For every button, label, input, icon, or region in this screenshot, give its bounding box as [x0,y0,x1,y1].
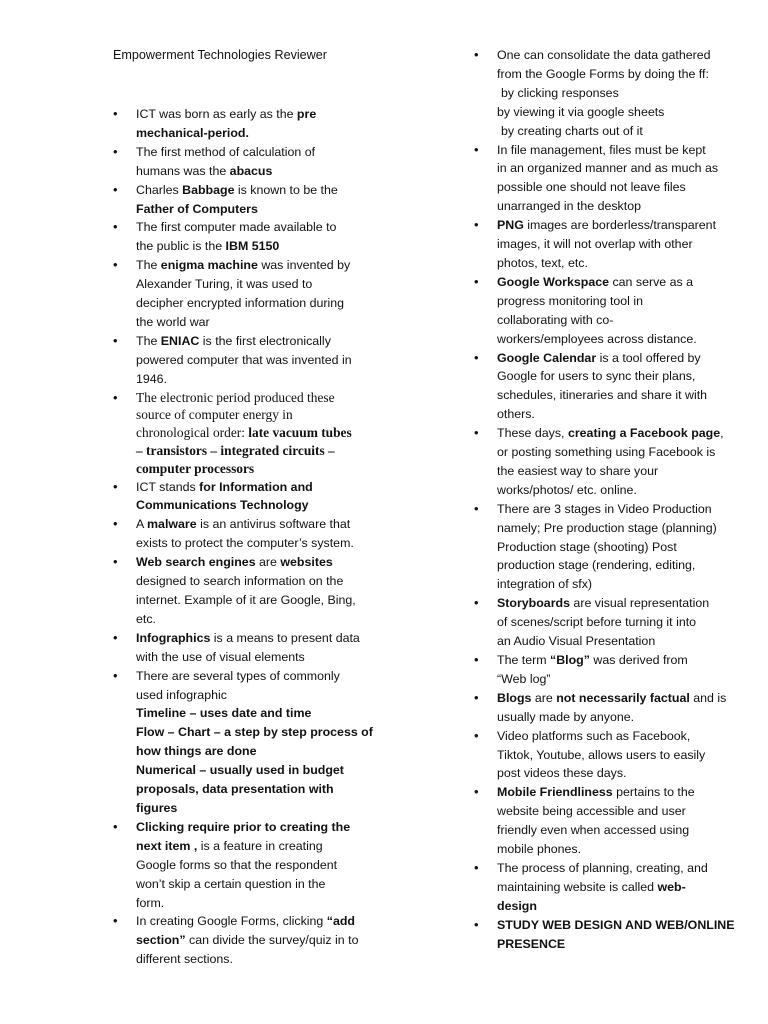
bullet-line [497,311,724,330]
bold-text: proposals, data presentation with [136,782,334,797]
bullet-line [136,406,365,424]
bullet-line [497,65,724,84]
bullet-line [136,162,365,181]
bullet-line [136,818,365,837]
text: unarranged in the desktop [497,199,641,214]
bullet-item [113,667,373,818]
left-column-bullet-list [113,105,373,969]
bold-text: websites [280,555,333,570]
bullet-line [136,591,365,610]
bullet-line [136,181,365,200]
bullet-item [474,273,724,349]
text: A [136,517,148,532]
bold-text: abacus [229,163,273,178]
bullet-item [474,216,724,273]
text: schedules, itineraries and share it with [497,388,708,403]
text: by viewing it via google sheets [497,104,665,119]
text: others. [497,407,535,422]
bullet-item [474,651,724,689]
bold-text: pre [296,107,317,121]
bold-text: Google Calendar [497,350,597,365]
bullet-line [497,935,724,954]
bold-text: Storyboards [497,596,570,611]
bullet-item [474,46,724,141]
bullet-line [136,704,365,723]
text: are visual representation [569,596,710,611]
bold-text: – transistors – integrated circuits – [136,442,335,458]
bullet-line [136,875,365,894]
bold-text: Communications Technology [136,498,309,513]
bullet-item [474,349,724,425]
bullet-line [497,556,724,575]
bullet-line [497,367,724,386]
right-column-bullet-list [474,46,735,954]
bullet-line [136,837,365,856]
bullet-line [497,103,724,122]
bullet-line [136,534,365,553]
text: humans was the [136,163,230,178]
bullet-line [136,610,365,629]
bold-text: Numerical – usually used in budget [136,763,344,778]
bullet-line [136,496,365,515]
bullet-item [113,912,365,969]
text: production stage (rendering, editing, [497,558,696,573]
text: is a feature in creating [197,838,323,853]
bullet-line [497,254,724,273]
bullet-line [497,330,724,349]
text: The electronic period produced these [136,389,335,405]
text: Production stage (shooting) Post [497,539,677,554]
text: is known to be the [234,182,338,197]
text: an Audio Visual Presentation [497,634,656,649]
bold-text: for Information and [199,479,313,494]
text: The first computer made available to [136,220,337,235]
text: is a tool offered by [596,350,701,365]
bullet-line [136,856,365,875]
bullet-line [136,553,365,572]
text: progress monitoring tool in [497,293,644,308]
bold-text: section” [136,933,186,948]
bold-text: Clicking require prior to creating the [136,819,351,834]
text: ICT was born as early as the [136,107,297,121]
text: friendly even when accessed using [497,823,690,838]
bullet-line [497,349,724,368]
bullet-line [497,519,724,538]
text: with the use of visual elements [136,649,305,664]
bullet-line [497,670,724,689]
text: source of computer energy in [136,407,293,423]
bullet-line [136,313,365,332]
bullet-line [136,931,365,950]
text: was derived from [589,653,688,667]
text: designed to search information on the [136,574,344,589]
bullet-item [474,500,724,595]
text: The first method of calculation of [136,144,316,159]
bullet-item [113,553,365,629]
bullet-line [136,218,365,237]
text: website being accessible and user [497,804,686,819]
bold-text: PNG [497,218,524,233]
bullet-line [497,746,724,765]
bold-text: Father of Computers [136,201,258,216]
text: by creating charts out of it [501,123,643,138]
bullet-line [497,46,724,65]
bullet-line [497,216,724,235]
bullet-line [497,651,724,670]
bullet-item [113,256,365,332]
bullet-line [136,780,365,799]
bullet-line [136,478,365,497]
bullet-line [497,802,724,821]
text: There are several types of commonly [136,668,340,683]
text: of scenes/script before turning it into [497,615,697,630]
bullet-line [136,515,365,534]
text: is a means to present data [210,630,360,645]
bold-text: Mobile Friendliness [497,785,613,800]
bold-text: IBM 5150 [225,239,280,254]
text: Charles [136,182,183,197]
bullet-line [136,105,365,124]
bold-text: next item , [136,838,198,853]
bullet-line [497,405,724,424]
bold-text: Infographics [136,630,211,645]
bullet-line [136,275,365,294]
bold-text: Blogs [497,690,532,705]
text: possible one should not leave files [497,180,686,195]
bold-text: late vacuum tubes [248,425,352,441]
text: In creating Google Forms, clicking [136,914,327,929]
bullet-line [136,742,365,761]
bullet-line [497,141,724,160]
bullet-line [136,799,365,818]
bold-text: computer processors [136,460,255,476]
bullet-line [497,538,724,557]
bullet-line [136,667,365,686]
text: used infographic [136,687,227,702]
bullet-line [136,424,365,442]
text: The process of planning, creating, and [497,860,708,875]
bullet-line [497,840,724,859]
bullet-item [474,727,724,784]
bullet-line [497,159,724,178]
text: the world war [136,314,210,329]
bullet-line [497,727,724,746]
text: Tiktok, Youtube, allows users to easily [497,747,706,762]
bold-text: creating a Facebook page [567,426,721,441]
bullet-line [497,197,724,216]
text: powered computer that was invented in [136,352,352,367]
bullet-item [113,105,365,143]
bullet-line [497,878,724,897]
text: Google for users to sync their plans, [497,369,696,384]
bullet-item [474,689,727,727]
bullet-line [136,200,365,219]
bold-text: figures [136,800,178,815]
text: exists to protect the computer’s system. [136,536,354,551]
text: the public is the [136,239,226,254]
text: the easiest way to share your [497,463,659,478]
bullet-line [136,389,365,407]
text: integration of sfx) [497,577,593,592]
text: is an antivirus software that [196,517,351,532]
bullet-line [497,235,724,254]
bullet-line [497,178,724,197]
bullet-line [136,686,365,705]
bullet-line [497,84,724,103]
text: works/photos/ etc. online. [497,482,637,497]
bold-text: Babbage [182,182,235,197]
bullet-line [497,708,724,727]
bullet-item [474,594,724,651]
text: was invented by [257,258,351,273]
bullet-line [497,897,724,916]
text: images are borderless/transparent [523,218,717,233]
text: , [720,426,724,441]
bold-text: STUDY WEB DESIGN AND WEB/ONLINE [497,917,735,932]
bullet-item [474,916,735,954]
text: can serve as a [609,274,694,289]
text: by clicking responses [501,85,619,100]
bold-text: ENIAC [160,333,200,348]
bullet-line [497,386,724,405]
bullet-line [136,723,373,742]
bullet-line [136,124,365,143]
text: These days, [497,426,568,441]
bold-text: malware [147,517,197,532]
bold-text: web- [657,879,686,894]
bold-text: mechanical-period. [136,125,249,140]
bold-text: not necessarily factual [556,690,690,705]
text: namely; Pre production stage (planning) [497,520,717,535]
text: is the first electronically [199,333,331,348]
bold-text: Flow – Chart – a step by step process of [136,725,373,740]
bold-text: “add [326,914,355,929]
text: different sections. [136,952,233,967]
text: collaborating with co- [497,312,614,327]
bullet-line [497,821,724,840]
bullet-line [136,912,365,931]
text: ICT stands [136,479,200,494]
bullet-item [474,783,724,859]
bold-text: design [497,898,537,913]
bold-text: Google Workspace [497,274,610,289]
text: maintaining website is called [497,879,658,894]
bullet-line [497,122,724,141]
text: internet. Example of it are Google, Bing, [136,593,356,608]
bullet-line [136,237,365,256]
bullet-line [497,462,724,481]
bullet-item [113,515,365,553]
bullet-line [497,916,735,935]
text: can divide the survey/quiz in to [185,933,359,948]
bullet-line [497,689,727,708]
text: are [531,690,557,705]
bullet-line [497,292,724,311]
bold-text: PRESENCE [497,936,566,951]
text: post videos these days. [497,766,627,781]
text: photos, text, etc. [497,255,588,270]
text: mobile phones. [497,842,582,857]
text: The [136,333,161,348]
text: 1946. [136,371,168,386]
bullet-line [497,500,724,519]
bullet-line [136,950,365,969]
text: There are 3 stages in Video Production [497,501,712,516]
bullet-line [497,575,724,594]
bullet-item [113,181,365,219]
bold-text: Web search engines [136,555,256,570]
bullet-line [136,460,365,478]
bullet-line [136,629,365,648]
bullet-item [474,424,724,500]
bullet-line [497,783,724,802]
bold-text: Timeline – uses date and time [136,706,312,721]
text: form. [136,895,165,910]
bullet-line [136,370,365,389]
text: decipher encrypted information during [136,296,345,311]
bullet-line [497,273,724,292]
bullet-line [497,594,724,613]
bullet-item [113,478,365,516]
bullet-line [497,481,724,500]
text: won’t skip a certain question in the [136,876,326,891]
bullet-line [136,143,365,162]
bold-text: enigma machine [160,258,258,273]
text: Google forms so that the respondent [136,857,338,872]
text: In file management, files must be kept [497,142,706,157]
text: are [255,555,281,570]
bullet-line [497,613,724,632]
bullet-line [497,424,724,443]
text: The term [497,653,551,667]
text: from the Google Forms by doing the ff: [497,66,709,81]
text: usually made by anyone. [497,709,635,724]
bullet-line [497,764,724,783]
bullet-item [113,389,365,478]
bullet-item [113,332,365,389]
text: “Web log” [497,671,551,686]
bold-text: how things are done [136,744,257,759]
bullet-line [136,256,365,275]
bullet-line [136,332,365,351]
text: pertains to the [612,785,695,800]
bullet-line [497,632,724,651]
text: and is [689,690,727,705]
text: or posting something using Facebook is [497,445,716,460]
bullet-item [113,218,365,256]
bullet-item [474,141,724,217]
bullet-line [136,648,365,667]
bullet-line [136,294,365,313]
bullet-item [113,629,365,667]
bullet-line [136,894,365,913]
bullet-line [136,442,365,460]
text: workers/employees across distance. [497,331,697,346]
text: One can consolidate the data gathered [497,48,711,62]
bullet-line [136,761,365,780]
document-title: Empowerment Technologies Reviewer [113,48,327,62]
text: The [136,258,161,273]
text: in an organized manner and as much as [497,161,719,176]
text: Video platforms such as Facebook, [497,728,691,743]
bullet-line [497,859,724,878]
text: etc. [136,611,156,626]
bullet-line [136,351,365,370]
bullet-item [113,818,365,913]
bullet-line [136,572,365,591]
text: Alexander Turing, it was used to [136,277,313,292]
bullet-line [497,443,724,462]
bold-text: “Blog” [550,653,590,667]
text: images, it will not overlap with other [497,237,693,252]
bullet-item [113,143,365,181]
bullet-item [474,859,724,916]
text: chronological order: [136,425,249,441]
